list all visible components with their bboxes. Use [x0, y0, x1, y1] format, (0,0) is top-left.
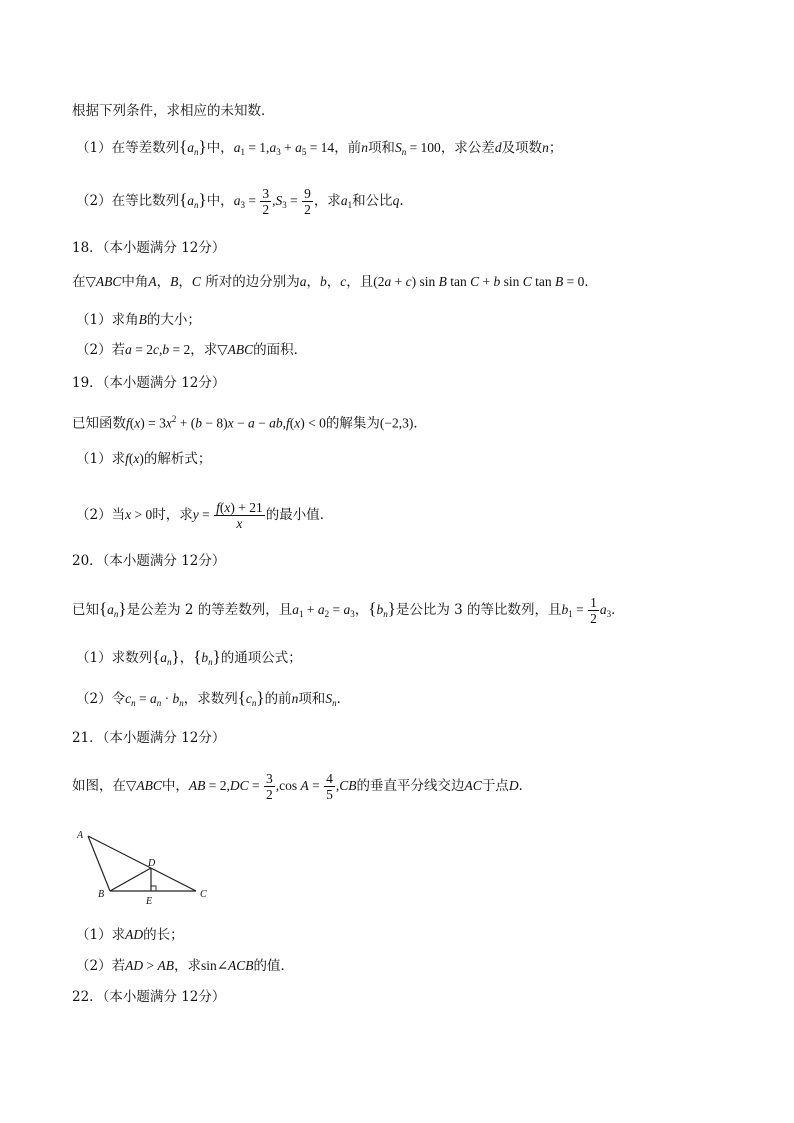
label-c: C: [200, 889, 207, 900]
label-d: D: [148, 858, 156, 869]
q19-part2: （2）当x > 0时，求y = $\frac{f(x) + 21}{x}$ 的最小值．: [76, 500, 334, 531]
q21-part1: （1）求AD的长；: [76, 927, 184, 943]
segment-ab: [88, 836, 110, 891]
q21-header: 21．（本小题满分 12分）: [72, 730, 226, 746]
q18-part1: （1）求角B的大小；: [76, 312, 201, 328]
q19-header: 19．（本小题满分 12分）: [72, 375, 226, 391]
label-e: E: [146, 896, 153, 906]
q19-stem: 已知函数$f(x) = 3x^2 + (b - 8)x - a - ab,f(x) < 0$的解集为(−2,3)．: [72, 414, 427, 432]
segment-bd: [110, 868, 151, 891]
label-b: B: [98, 889, 105, 900]
q20-header: 20．（本小题满分 12分）: [72, 553, 226, 569]
q19-part1: （1）求f(x)的解析式；: [76, 451, 212, 467]
q18-part2: （2）若a = 2c,b = 2，求▽ABC的面积．: [76, 342, 308, 358]
q17-part1: （1）在等差数列$\{a_n\}$中，$a_1 = 1,a_3 + a_5 = 14$，前n项和$S_n = 100$，求公差d及项数n；: [76, 137, 563, 157]
triangle-figure: [72, 826, 222, 906]
intro-text: 根据下列条件，求相应的未知数．: [72, 103, 275, 119]
segment-ac: [88, 836, 196, 891]
label-a: A: [77, 830, 84, 841]
right-angle-mark: [151, 886, 156, 891]
q21-part2: （2）若AD > AB，求sin∠ACB的值．: [76, 958, 295, 974]
q18-stem: 在▽ABC中角A，B，C 所对的边分别为a，b，c，且(2a + c) sin B tan C + b sin C tan B = 0．: [72, 274, 598, 290]
q21-stem: 如图，在▽ABC中，AB = 2,DC = $\frac{3}{2}$ ,cos A = $\frac{4}{5}$ ,CB的垂直平分线交边AC于点D．: [72, 771, 533, 802]
q18-header: 18．（本小题满分 12分）: [72, 240, 226, 256]
q20-part2: （2）令$c_n = a_n \cdot b_n$，求数列$\{c_n\}$的前n项和$S_n$．: [76, 688, 351, 708]
q20-stem: 已知$\{a_n\}$是公差为 2 的等差数列，且$a_1 + a_2 = a_3$，$\{b_n\}$是公比为 3 的等比数列，且$b_1$ = $\frac{1}{2}$ $a_3$．: [72, 595, 625, 626]
q22-header: 22．（本小题满分 12分）: [72, 989, 226, 1005]
q20-part1: （1）求数列$\{a_n\}$，$\{b_n\}$的通项公式；: [76, 647, 302, 667]
q17-part2: （2）在等比数列$\{a_n\}$中，$a_3$ = $\frac{3}{2}$ $,S_3$ = $\frac{9}{2}$ ，求$a_1$和公比q.: [76, 186, 404, 217]
